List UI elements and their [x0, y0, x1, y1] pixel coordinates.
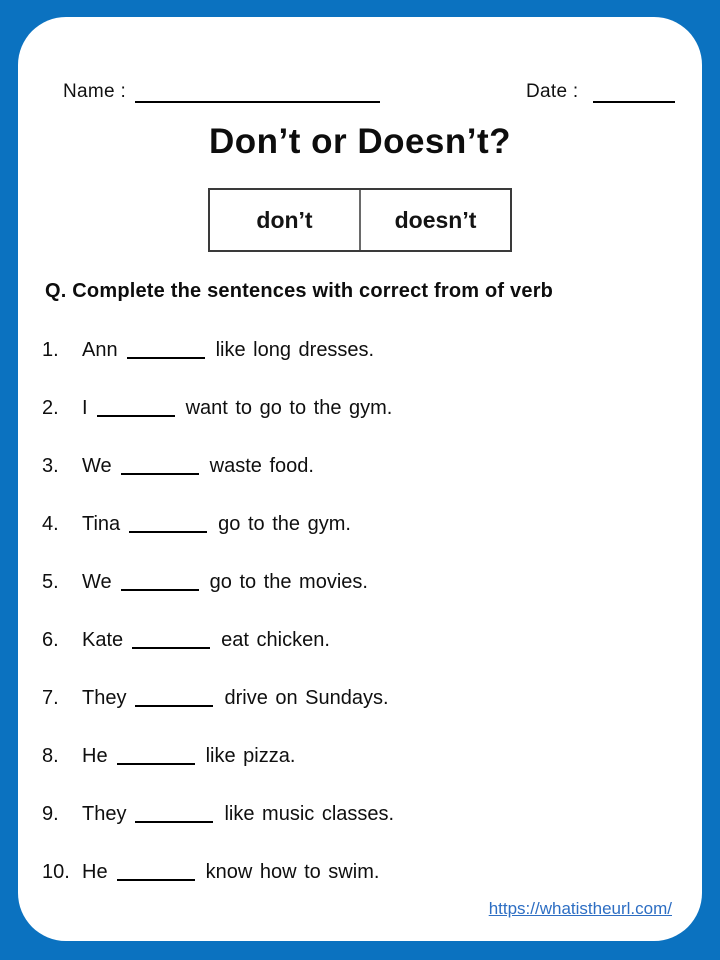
item-subject: He: [82, 861, 108, 883]
answer-blank: [135, 693, 213, 707]
item-subject: We: [82, 455, 112, 477]
item-subject: Ann: [82, 339, 118, 361]
answer-blank: [117, 867, 195, 881]
sentence-item-3: [42, 455, 682, 483]
sentence-item-5: [42, 571, 682, 599]
item-rest: like music classes.: [224, 803, 395, 825]
item-number: 10.: [42, 861, 70, 883]
item-number: 9.: [42, 803, 59, 825]
page-title: Don’t or Doesn’t?: [208, 122, 512, 161]
item-subject: Tina: [82, 513, 121, 535]
item-rest: go to the gym.: [218, 513, 351, 535]
item-subject: We: [82, 571, 112, 593]
date-label: Date :: [526, 81, 579, 102]
date-blank-line: [593, 101, 675, 103]
footer: [489, 899, 672, 919]
item-number: 6.: [42, 629, 59, 651]
item-rest: like pizza.: [205, 745, 296, 767]
word-bank-cell-dont: don’t: [256, 206, 313, 233]
website-link[interactable]: https://whatistheurl.com/: [488, 899, 672, 918]
item-subject: Kate: [82, 629, 124, 651]
sentence-item-7: [42, 687, 682, 715]
item-rest: want to go to the gym.: [185, 397, 393, 419]
item-subject: They: [82, 803, 127, 825]
question-heading: Q. Complete the sentences with correct from of verb: [45, 280, 554, 302]
name-label: Name :: [63, 81, 127, 102]
item-rest: eat chicken.: [221, 629, 330, 651]
answer-blank: [97, 403, 175, 417]
answer-blank: [129, 519, 207, 533]
sentence-item-9: [42, 803, 682, 831]
item-number: 2.: [42, 397, 59, 419]
item-rest: waste food.: [209, 455, 314, 477]
item-subject: I: [82, 397, 88, 419]
item-rest: drive on Sundays.: [224, 687, 389, 709]
answer-blank: [132, 635, 210, 649]
header-row: [63, 77, 672, 105]
answer-blank: [121, 577, 199, 591]
item-rest: go to the movies.: [209, 571, 368, 593]
sentence-item-1: [42, 339, 682, 367]
worksheet-page: [18, 17, 702, 941]
sentence-item-2: [42, 397, 682, 425]
answer-blank: [117, 751, 195, 765]
sentence-item-6: [42, 629, 682, 657]
item-rest: know how to swim.: [205, 861, 380, 883]
item-number: 4.: [42, 513, 59, 535]
item-number: 3.: [42, 455, 59, 477]
item-number: 8.: [42, 745, 59, 767]
sentence-item-8: [42, 745, 682, 773]
sentence-item-4: [42, 513, 682, 541]
name-blank-line: [135, 101, 380, 103]
word-bank-cell-doesnt: doesn’t: [359, 190, 510, 250]
item-subject: He: [82, 745, 108, 767]
answer-blank: [121, 461, 199, 475]
answer-blank: [127, 345, 205, 359]
item-number: 1.: [42, 339, 59, 361]
item-subject: They: [82, 687, 127, 709]
sentence-item-10: [42, 861, 682, 889]
item-number: 7.: [42, 687, 59, 709]
sentence-list: [42, 339, 682, 919]
word-bank-table: [208, 188, 512, 252]
item-number: 5.: [42, 571, 59, 593]
answer-blank: [135, 809, 213, 823]
item-rest: like long dresses.: [215, 339, 375, 361]
